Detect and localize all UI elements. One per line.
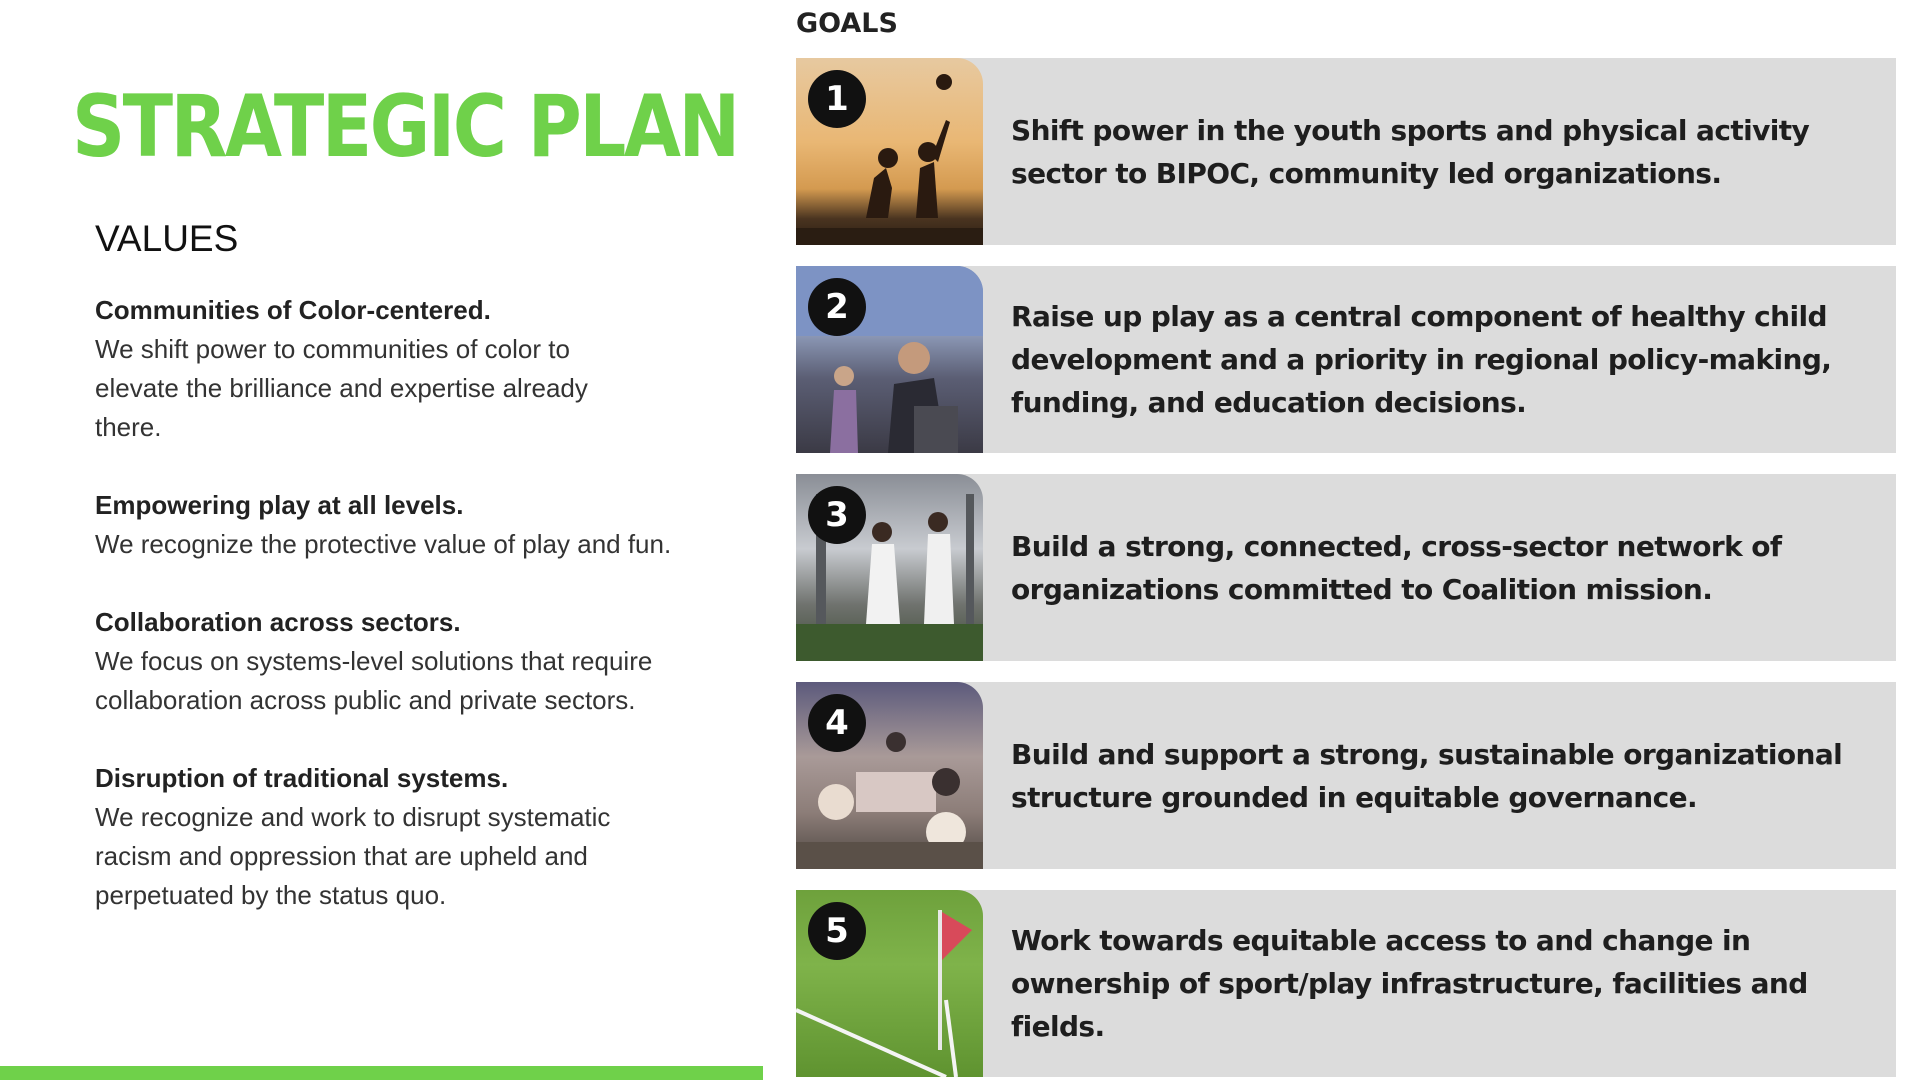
value-text: We recognize and work to disrupt systematic racism and oppression that are upheld and perpetuated by the status quo. [95, 802, 611, 910]
page-title: STRATEGIC PLAN [72, 77, 738, 177]
value-title: Communities of Color-centered. [95, 295, 491, 325]
goal-number-badge: 4 [808, 694, 866, 752]
goal-number-badge: 2 [808, 278, 866, 336]
goal-card-1 [796, 58, 1896, 245]
goal-text: Build and support a strong, sustainable organizational structure grounded in equitable governance. [1011, 737, 1843, 814]
goal-number-badge: 3 [808, 486, 866, 544]
value-item [95, 602, 695, 720]
goal-card-3 [796, 474, 1896, 661]
value-title: Empowering play at all levels. [95, 490, 464, 520]
goal-card-4 [796, 682, 1896, 869]
values-list [95, 290, 695, 953]
goal-photo-corner-flag [796, 890, 983, 1077]
goal-photo-youth-sports [796, 58, 983, 245]
goal-card-5 [796, 890, 1896, 1077]
value-item [95, 758, 695, 915]
goal-photo-meeting [796, 682, 983, 869]
values-heading: VALUES [95, 218, 239, 259]
goal-text: Raise up play as a central component of healthy child development and a priority in regional policy-making, funding, and education decisions. [1011, 300, 1832, 419]
value-text: We focus on systems-level solutions that require collaboration across public and private sectors. [95, 646, 653, 715]
goal-text: Work towards equitable access to and change in ownership of sport/play infrastructure, facilities and fields. [1011, 924, 1808, 1043]
value-title: Disruption of traditional systems. [95, 763, 509, 793]
goal-text: Shift power in the youth sports and physical activity sector to BIPOC, community led organizations. [1011, 113, 1810, 190]
goals-list [796, 58, 1896, 1080]
goal-photo-field-event [796, 474, 983, 661]
goal-card-2 [796, 266, 1896, 453]
value-item [95, 485, 695, 564]
goal-number-badge: 5 [808, 902, 866, 960]
value-item [95, 290, 695, 447]
goal-text: Build a strong, connected, cross-sector network of organizations committed to Coalition mission. [1011, 529, 1782, 606]
value-text: We recognize the protective value of play and fun. [95, 529, 672, 559]
goal-photo-speaker [796, 266, 983, 453]
goal-number-badge: 1 [808, 70, 866, 128]
value-text: We shift power to communities of color to elevate the brilliance and expertise already there. [95, 334, 588, 442]
accent-bar [0, 1066, 763, 1080]
goals-heading: GOALS [796, 8, 898, 39]
value-title: Collaboration across sectors. [95, 607, 461, 637]
